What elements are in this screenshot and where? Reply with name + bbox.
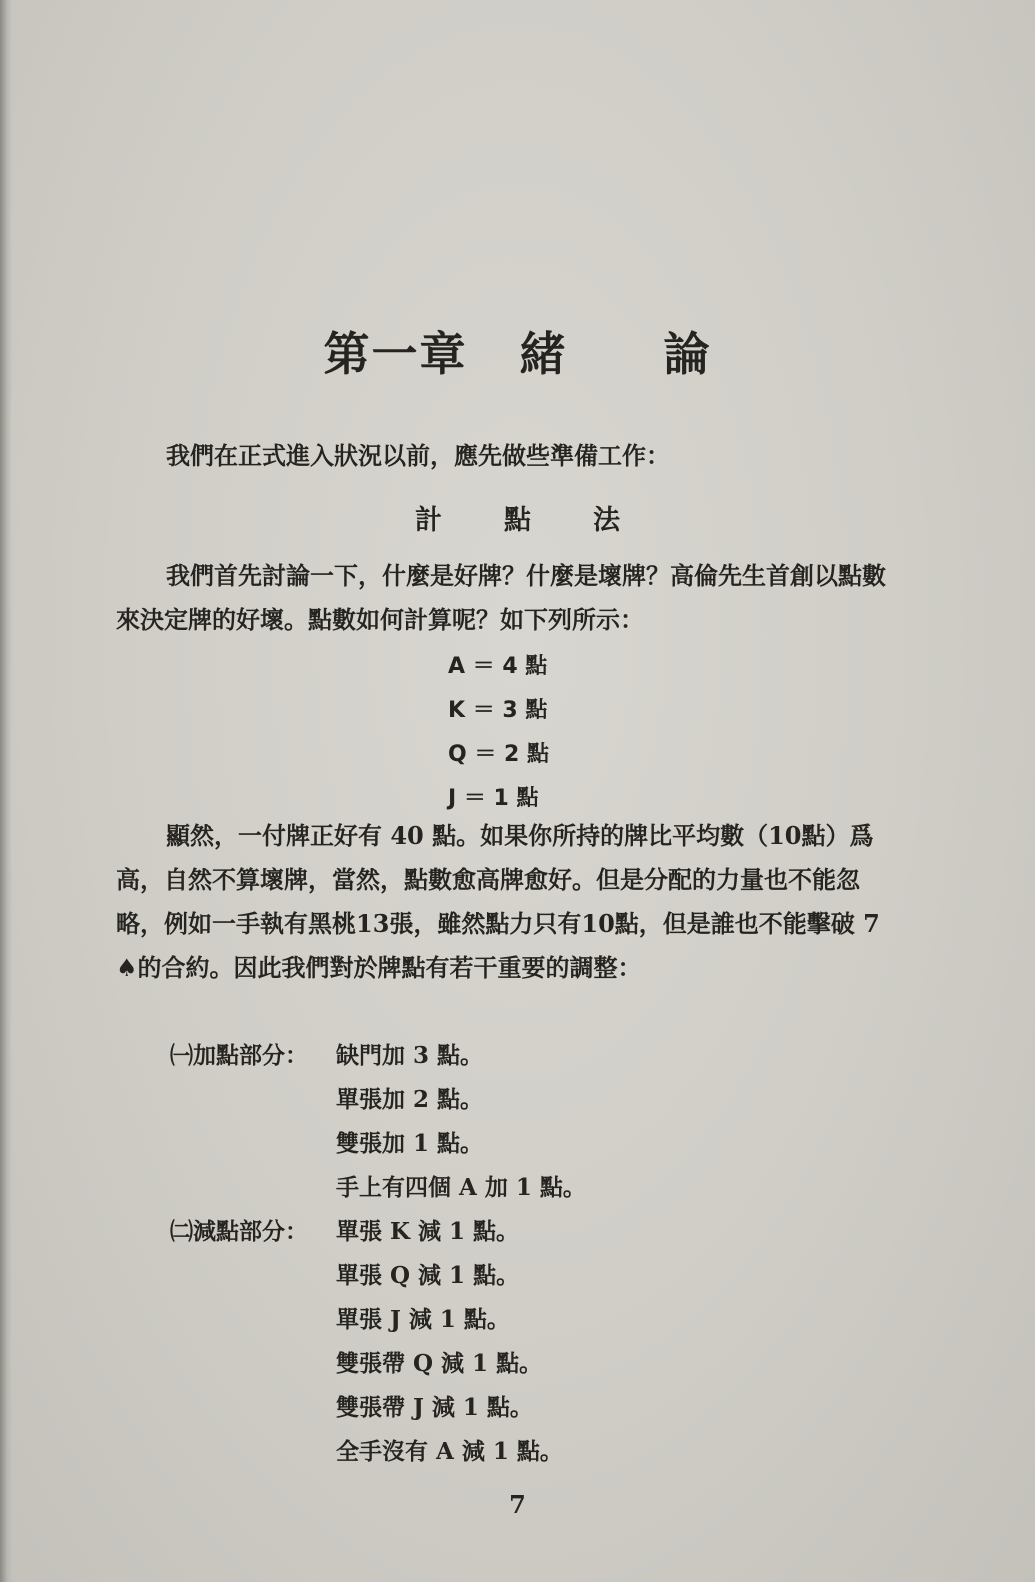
chapter-number: 第一章 [323,327,468,381]
chapter-title-char-2: 論 [663,327,712,381]
adjustment-item: 雙張帶 Q 減 1 點。 [336,1350,543,1377]
section-title-char-1: 計 [415,505,442,536]
section-title-char-3: 法 [593,505,620,536]
point-value-queen: Q ＝ 2 點 [448,742,549,767]
section-title-char-2: 點 [504,505,531,536]
paragraph-point-counting-intro: 我們首先討論一下，什麼是好牌？什麼是壞牌？高倫先生首創以點數來決定牌的好壞。點數如何計算呢？如下列所示： [116,561,886,634]
point-value-king: K ＝ 3 點 [448,698,548,723]
adjustment-item: 雙張帶 J 減 1 點。 [336,1394,533,1421]
point-value-list [448,645,549,821]
page-number: 7 [509,1490,526,1519]
adjustment-item: 手上有四個 A 加 1 點。 [336,1174,586,1201]
section-title [0,498,1035,537]
point-value-ace: A ＝ 4 點 [448,654,548,679]
adjustment-item: 單張 K 減 1 點。 [336,1218,520,1245]
paragraph-distribution: 顯然，一付牌正好有 40 點。如果你所持的牌比平均數（10點）爲高，自然不算壞牌，當然，點數愈高牌愈好。但是分配的力量也不能忽略，例如一手執有黑桃13張，雖然點力只有10點，但是誰也不能擊破 7 ♠的合約。因此我們對於牌點有若干重要的調整： [116,821,880,982]
point-value-jack: J ＝ 1 點 [448,786,539,811]
adjustment-item: 缺門加 3 點。 [336,1042,484,1069]
adjustment-item: 全手沒有 A 減 1 點。 [336,1438,563,1465]
adjustment-list-subtract [336,1210,563,1474]
adjustment-item: 雙張加 1 點。 [336,1130,484,1157]
adjustment-list-add [336,1034,586,1210]
adjustment-item: 單張加 2 點。 [336,1086,484,1113]
chapter-title-char-1: 緒 [519,327,568,381]
adjustment-item: 單張 J 減 1 點。 [336,1306,510,1333]
adjustment-label-subtract: ㈡減點部分： [170,1218,308,1245]
adjustment-item: 單張 Q 減 1 點。 [336,1262,520,1289]
chapter-title [0,318,1035,384]
page-binding-shadow [0,0,12,1582]
intro-sentence: 我們在正式進入狀況以前，應先做些準備工作： [166,441,670,470]
adjustment-label-add: ㈠加點部分： [170,1042,308,1069]
